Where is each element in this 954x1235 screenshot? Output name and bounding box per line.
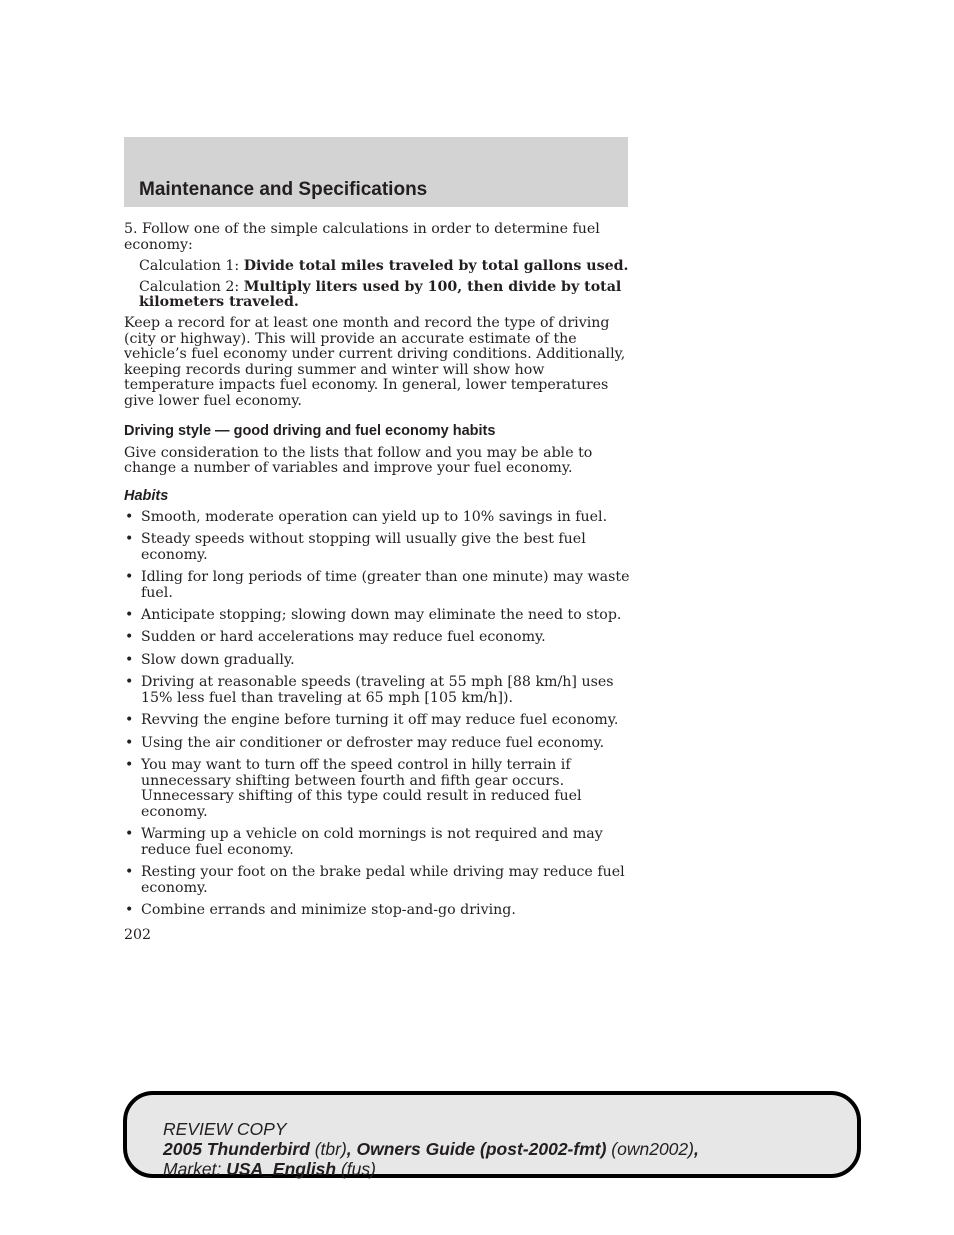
list-item	[124, 736, 630, 752]
habits-list	[124, 510, 630, 919]
page-content	[124, 222, 630, 943]
list-item	[124, 758, 630, 820]
list-item	[124, 510, 630, 526]
footer-line-market	[163, 1159, 699, 1179]
driving-style-paragraph: Give consideration to the lists that follow and you may be able to change a number of variables and improve your fuel economy.	[124, 444, 593, 477]
bullet: •	[125, 674, 134, 691]
bullet: •	[125, 629, 134, 646]
bullet: •	[125, 734, 134, 751]
market-name: USA_English	[226, 1159, 337, 1179]
list-item	[124, 630, 630, 646]
list-item	[124, 675, 630, 706]
calculation-2-text: Multiply liters used by 100, then divide by total kilometers traveled.	[139, 278, 622, 311]
list-item	[124, 903, 630, 919]
habits-heading: Habits	[124, 487, 169, 504]
driving-style-heading: Driving style — good driving and fuel economy habits	[124, 422, 496, 439]
bullet: •	[125, 607, 134, 624]
model-code: (tbr)	[309, 1139, 347, 1159]
list-item-text: Idling for long periods of time (greater than one minute) may waste fuel.	[141, 569, 630, 601]
list-item-text: Anticipate stopping; slowing down may eliminate the need to stop.	[141, 607, 622, 624]
list-item	[124, 827, 630, 858]
section-header-band	[124, 137, 628, 207]
list-item-text: Sudden or hard accelerations may reduce fuel economy.	[141, 629, 546, 646]
section-title: Maintenance and Specifications	[139, 179, 428, 200]
bullet: •	[125, 864, 134, 881]
list-item-text: Slow down gradually.	[141, 651, 295, 668]
list-item	[124, 865, 630, 896]
bullet: •	[125, 508, 134, 525]
bullet: •	[125, 531, 134, 548]
list-item-text: Driving at reasonable speeds (traveling at 55 mph [88 km/h] uses 15% less fuel than traveling at 65 mph [105 km/h]).	[141, 674, 614, 706]
footer-comma: ,	[693, 1139, 699, 1159]
page-number: 202	[124, 926, 152, 943]
guide-name: , Owners Guide (post-2002-fmt)	[346, 1139, 607, 1159]
bullet: •	[125, 757, 134, 774]
list-item-text: Steady speeds without stopping will usually give the best fuel economy.	[141, 531, 586, 563]
review-copy-footer	[123, 1091, 861, 1178]
step-5-text: 5. Follow one of the simple calculations in order to determine fuel economy:	[124, 221, 600, 253]
list-item	[124, 532, 630, 563]
list-item	[124, 653, 630, 669]
bullet: •	[125, 569, 134, 586]
market-label: Market:	[163, 1159, 227, 1179]
list-item-text: Using the air conditioner or defroster may reduce fuel economy.	[141, 734, 605, 751]
list-item	[124, 608, 630, 624]
review-copy-label: REVIEW COPY	[163, 1119, 287, 1139]
market-code: (fus)	[336, 1159, 376, 1179]
footer-line-model	[163, 1139, 699, 1159]
calculation-2	[124, 280, 630, 311]
list-item-text: You may want to turn off the speed control in hilly terrain if unnecessary shifting between fourth and fifth gear occurs. Unnecessary shifting of this type could result in reduced fuel economy.	[141, 757, 582, 820]
list-item-text: Warming up a vehicle on cold mornings is not required and may reduce fuel economy.	[141, 826, 603, 858]
bullet: •	[125, 651, 134, 668]
list-item	[124, 713, 630, 729]
list-item-text: Resting your foot on the brake pedal while driving may reduce fuel economy.	[141, 864, 625, 896]
list-item-text: Combine errands and minimize stop-and-go driving.	[141, 902, 516, 919]
bullet: •	[125, 712, 134, 729]
calculation-1-label: Calculation 1:	[139, 258, 244, 275]
model-name: 2005 Thunderbird	[163, 1139, 310, 1159]
calculation-1	[124, 259, 630, 275]
record-paragraph: Keep a record for at least one month and record the type of driving (city or highway). This will provide an accurate estimate of the vehicle’s fuel economy under current driving conditions. Additionally, keeping records during summer and winter will show how temperature impacts fuel economy. In general, lower temperatures give lower fuel economy.	[124, 314, 626, 409]
bullet: •	[125, 902, 134, 919]
calculation-2-label: Calculation 2:	[139, 278, 244, 295]
guide-code: (own2002)	[606, 1139, 694, 1159]
bullet: •	[125, 826, 134, 843]
list-item-text: Smooth, moderate operation can yield up to 10% savings in fuel.	[141, 508, 608, 525]
calculation-1-text: Divide total miles traveled by total gallons used.	[243, 258, 629, 275]
list-item-text: Revving the engine before turning it off may reduce fuel economy.	[141, 712, 619, 729]
footer-text	[163, 1119, 699, 1179]
list-item	[124, 570, 630, 601]
